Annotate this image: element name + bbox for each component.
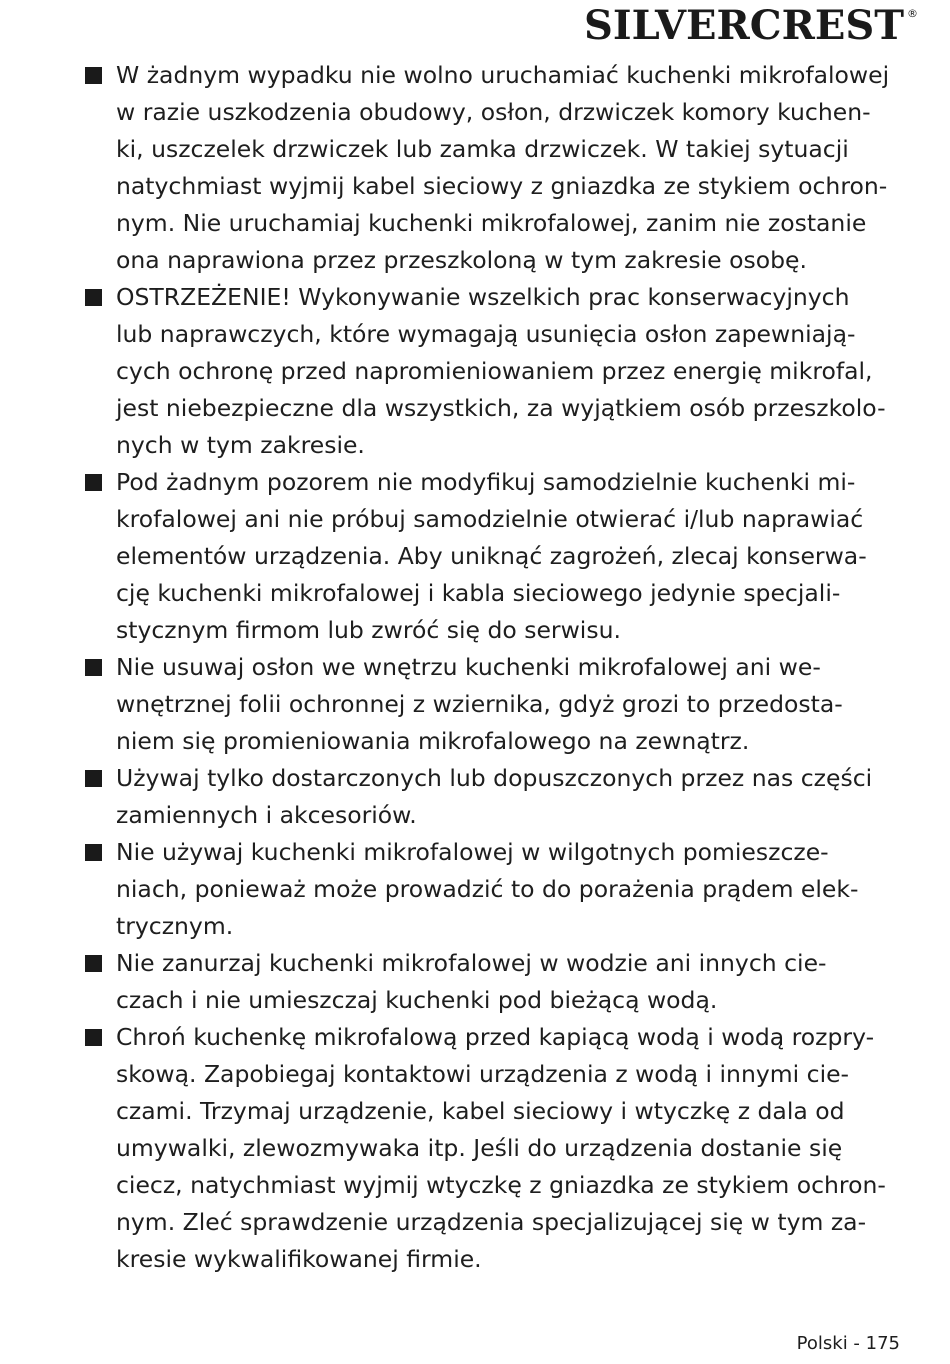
list-item-line: stycznym firmom lub zwróć się do serwisu.: [116, 616, 621, 644]
list-item-line: Nie usuwaj osłon we wnętrzu kuchenki mikrofalowej ani we-: [116, 653, 821, 681]
list-item-line: w razie uszkodzenia obudowy, osłon, drzwiczek komory kuchen-: [116, 98, 871, 126]
list-item-line: Chroń kuchenkę mikrofalową przed kapiącą wodą i wodą rozpry-: [116, 1023, 875, 1051]
list-item-line: Pod żadnym pozorem nie modyfikuj samodzielnie kuchenki mi-: [116, 468, 856, 496]
list-item: [83, 760, 913, 834]
square-bullet-icon: [85, 770, 102, 787]
square-bullet-icon: [85, 659, 102, 676]
list-item-line: cję kuchenki mikrofalowej i kabla sieciowego jedynie specjali-: [116, 579, 841, 607]
registered-mark: ®: [907, 7, 918, 20]
list-item-line: kresie wykwalifikowanej firmie.: [116, 1245, 482, 1273]
list-item: [83, 834, 913, 945]
square-bullet-icon: [85, 474, 102, 491]
brand-name: SILVERCREST: [584, 2, 904, 49]
list-item-line: niem się promieniowania mikrofalowego na zewnątrz.: [116, 727, 750, 755]
square-bullet-icon: [85, 67, 102, 84]
list-item-line: natychmiast wyjmij kabel sieciowy z gniazdka ze stykiem ochron-: [116, 172, 888, 200]
list-item-line: cych ochronę przed napromieniowaniem przez energię mikrofal,: [116, 357, 873, 385]
list-item-line: OSTRZEŻENIE! Wykonywanie wszelkich prac konserwacyjnych: [116, 283, 850, 311]
list-item-line: czach i nie umieszczaj kuchenki pod bieżącą wodą.: [116, 986, 718, 1014]
list-item-line: ki, uszczelek drzwiczek lub zamka drzwiczek. W takiej sytuacji: [116, 135, 849, 163]
square-bullet-icon: [85, 289, 102, 306]
list-item-line: umywalki, zlewozmywaka itp. Jeśli do urządzenia dostanie się: [116, 1134, 843, 1162]
brand-logo: [584, 2, 918, 49]
list-item-line: ciecz, natychmiast wyjmij wtyczkę z gniazdka ze stykiem ochron-: [116, 1171, 886, 1199]
list-item-line: wnętrznej folii ochronnej z wziernika, gdyż grozi to przedosta-: [116, 690, 843, 718]
list-item-line: zamiennych i akcesoriów.: [116, 801, 417, 829]
list-item-line: Używaj tylko dostarczonych lub dopuszczonych przez nas części: [116, 764, 873, 792]
list-item: [83, 1019, 913, 1278]
list-item-line: trycznym.: [116, 912, 234, 940]
list-item-line: nych w tym zakresie.: [116, 431, 365, 459]
list-item-line: czami. Trzymaj urządzenie, kabel sieciowy i wtyczkę z dala od: [116, 1097, 845, 1125]
list-item-line: niach, ponieważ może prowadzić to do porażenia prądem elek-: [116, 875, 859, 903]
list-item-line: krofalowej ani nie próbuj samodzielnie otwierać i/lub naprawiać: [116, 505, 864, 533]
list-item-line: skową. Zapobiegaj kontaktowi urządzenia z wodą i innymi cie-: [116, 1060, 850, 1088]
list-item: [83, 464, 913, 649]
list-item-line: jest niebezpieczne dla wszystkich, za wyjątkiem osób przeszkolo-: [116, 394, 886, 422]
list-item-line: elementów urządzenia. Aby uniknąć zagrożeń, zlecaj konserwa-: [116, 542, 867, 570]
list-item: [83, 57, 913, 279]
list-item-line: ona naprawiona przez przeszkoloną w tym zakresie osobę.: [116, 246, 807, 274]
list-item-line: Nie zanurzaj kuchenki mikrofalowej w wodzie ani innych cie-: [116, 949, 827, 977]
square-bullet-icon: [85, 955, 102, 972]
square-bullet-icon: [85, 844, 102, 861]
page-number: Polski - 175: [796, 1333, 900, 1354]
square-bullet-icon: [85, 1029, 102, 1046]
list-item-line: W żadnym wypadku nie wolno uruchamiać kuchenki mikrofalowej: [116, 61, 890, 89]
list-item-line: nym. Zleć sprawdzenie urządzenia specjalizującej się w tym za-: [116, 1208, 867, 1236]
list-item-line: lub naprawczych, które wymagają usunięcia osłon zapewniają-: [116, 320, 856, 348]
safety-instructions-list: [83, 57, 913, 1278]
list-item: [83, 649, 913, 760]
list-item: [83, 945, 913, 1019]
list-item: [83, 279, 913, 464]
list-item-line: Nie używaj kuchenki mikrofalowej w wilgotnych pomieszcze-: [116, 838, 829, 866]
list-item-line: nym. Nie uruchamiaj kuchenki mikrofalowej, zanim nie zostanie: [116, 209, 867, 237]
